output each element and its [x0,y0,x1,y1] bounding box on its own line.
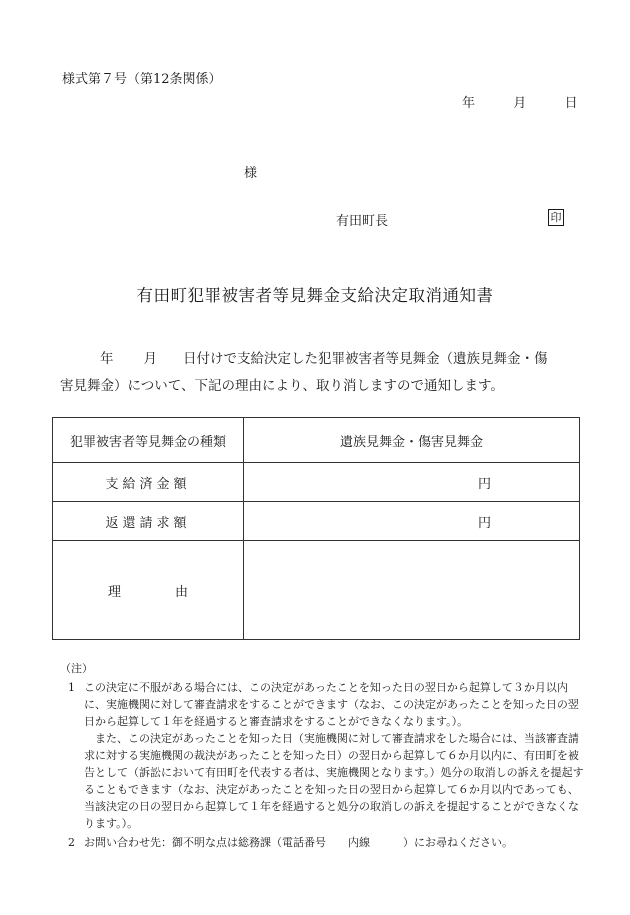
body-month: 月 [143,351,157,367]
table-value: 円 [244,502,580,541]
notice-body-line2: 害見舞金）について、下記の理由により、取り消しますので通知します。 [60,378,504,394]
reason-char-2: 由 [175,584,189,600]
notice-body [60,346,580,400]
issue-date [462,92,578,111]
note-number: 2 [68,836,75,849]
table-value: 円 [244,463,580,502]
notice-body-line1 [60,346,580,373]
details-table [52,417,580,640]
note-item [60,834,585,851]
table-row [53,418,580,463]
seal-mark: 印 [548,209,564,226]
addressee-honorific: 様 [244,166,258,181]
notes-heading: （注） [60,662,93,675]
note-paragraph: この決定に不服がある場合には、この決定があったことを知った日の翌日から起算して３か月以内に、実施機関に対して審査請求をすることができます（なお、この決定があったことを知った日の翌日から起算して１年を経過すると審査請求をすることができなくなります。）。 [84,681,579,728]
issuer-name: 有田町長 [336,214,389,229]
form-number: 様式第７号（第12条関係） [62,72,222,87]
body-line1-text: 日付けで支給決定した犯罪被害者等見舞金（遺族見舞金・傷 [183,351,548,367]
table-label: 支給済金額 [53,463,244,502]
table-row [53,541,580,640]
document-title: 有田町犯罪被害者等見舞金支給決定取消通知書 [136,286,494,305]
reason-char-1: 理 [107,584,121,600]
note-item [60,679,585,832]
table-label: 返還請求額 [53,502,244,541]
table-label: 犯罪被害者等見舞金の種類 [53,418,244,463]
table-value: 遺族見舞金・傷害見舞金 [244,418,580,463]
body-year: 年 [100,351,114,367]
table-row [53,463,580,502]
date-month: 月 [513,96,527,111]
reason-field [244,541,580,640]
note-number: 1 [68,681,75,694]
table-label-reason [53,541,244,640]
date-day: 日 [564,96,578,111]
notes-section [60,660,585,851]
table-row [53,502,580,541]
note-paragraph: お問い合わせ先：御不明な点は総務課（電話番号 内線 ）にお尋ねください。 [84,836,513,849]
date-year: 年 [462,96,476,111]
note-paragraph: また、この決定があったことを知った日（実施機関に対して審査請求をした場合には、当該審査請求に対する実施機関の裁決があったことを知った日）の翌日から起算して６か月以内に、有田町を被告として（訴訟において有田町を代表する者は、実施機関となります。）処分の取消しの訴えを提起することもできます（なお、決定があったことを知った日の翌日から起算して６か月以内であっても、当該決定の日の翌日から起算して１年を経過すると処分の取消しの訴えを提起することができなくなります。）。 [84,732,584,830]
